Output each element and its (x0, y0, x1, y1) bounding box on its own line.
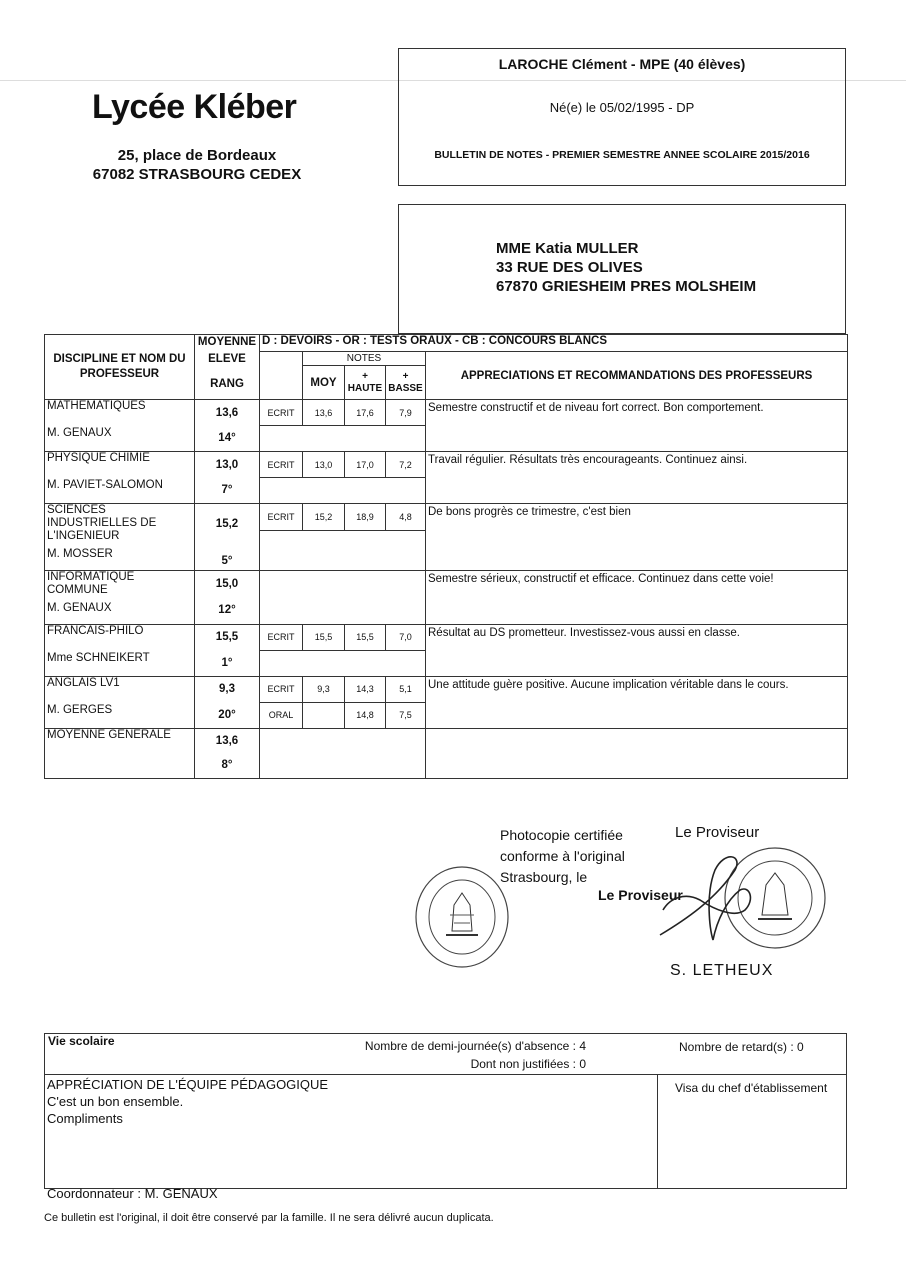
school-name: Lycée Kléber (92, 88, 297, 126)
signer-name: S. LETHEUX (670, 962, 774, 979)
subject-rank: 5° (195, 530, 260, 570)
absence-info (330, 1037, 586, 1073)
note-moy: 15,5 (303, 624, 345, 650)
subject-rank: 14° (195, 426, 260, 452)
note-moy: 13,0 (303, 452, 345, 478)
vie-scolaire-divider (44, 1074, 847, 1075)
cert-line2: conforme à l'original (500, 848, 625, 864)
school-stamp-icon (414, 865, 510, 969)
student-birth: Né(e) le 05/02/1995 - DP (549, 100, 695, 115)
subject-cell (45, 452, 195, 504)
vie-scolaire-label: Vie scolaire (48, 1034, 115, 1048)
bulletin-title: BULLETIN DE NOTES - PREMIER SEMESTRE ANNEE SCOLAIRE 2015/2016 (434, 149, 810, 161)
visa-divider (657, 1074, 658, 1189)
handwritten-signature-icon (655, 840, 775, 950)
subject-average: 15,0 (215, 578, 239, 590)
header-notes: NOTES (303, 352, 426, 366)
grades-table (44, 334, 848, 779)
general-average-rank (195, 728, 260, 778)
team-appreciation-line1: C'est un bon ensemble. (47, 1094, 184, 1109)
note-type: ECRIT (260, 452, 303, 478)
coordinator: Coordonnateur : M. GENAUX (47, 1186, 218, 1201)
header-eleve-rang (195, 352, 260, 400)
header-haute-plus: + (362, 370, 368, 382)
note-haute: 17,0 (345, 452, 386, 478)
subject-name: INFORMATIQUE COMMUNE (47, 570, 135, 596)
subject-rank: 7° (195, 478, 260, 504)
subject-cell (45, 624, 195, 676)
note-basse: 7,2 (386, 452, 426, 478)
school-address (72, 146, 322, 184)
note-empty (260, 478, 426, 504)
subject-cell (45, 400, 195, 452)
subject-appreciation: Résultat au DS prometteur. Investissez-vous aussi en classe. (426, 624, 848, 676)
cert-line1: Photocopie certifiée (500, 827, 623, 843)
header-discipline: DISCIPLINE ET NOM DU PROFESSEUR (45, 335, 195, 400)
header-legend: D : DEVOIRS - OR : TESTS ORAUX - CB : CONCOURS BLANCS (260, 335, 848, 352)
subject-name: MATHEMATIQUES (47, 400, 146, 412)
general-empty (260, 728, 426, 778)
student-name-class: LAROCHE Clément - MPE (40 élèves) (498, 56, 746, 72)
note-basse: 4,8 (386, 504, 426, 531)
school-address-line2: 67082 STRASBOURG CEDEX (92, 166, 302, 183)
note-basse: 5,1 (386, 676, 426, 702)
subject-rank: 1° (195, 650, 260, 676)
absence-count: Nombre de demi-journée(s) d'absence : 4 (364, 1039, 586, 1053)
proviseur-stamp-label: Le Proviseur (598, 887, 683, 903)
header-moyenne (195, 335, 260, 352)
header-haute-label: HAUTE (347, 382, 383, 394)
note-moy: 13,6 (303, 400, 345, 426)
subject-teacher: M. GERGES (47, 703, 113, 716)
note-haute: 14,3 (345, 676, 386, 702)
subject-teacher: M. PAVIET-SALOMON (47, 479, 163, 491)
general-rank: 8° (221, 759, 233, 771)
note-basse: 7,0 (386, 624, 426, 650)
general-average: 13,6 (215, 735, 239, 747)
header-appreciations: APPRECIATIONS ET RECOMMANDATIONS DES PROFESSEURS (426, 352, 848, 400)
subject-appreciation: Semestre constructif et de niveau fort correct. Bon comportement. (426, 400, 848, 452)
header-haute (345, 366, 386, 400)
recipient-line3: 67870 GRIESHEIM PRES MOLSHEIM (496, 278, 757, 295)
note-type: ECRIT (260, 504, 303, 531)
note-moy: 9,3 (303, 676, 345, 702)
proviseur-title: Le Proviseur (675, 824, 760, 841)
note-empty (260, 426, 426, 452)
cert-line3: Strasbourg, le (500, 869, 588, 885)
certification-text (500, 825, 625, 888)
subject-name: ANGLAIS LV1 (47, 676, 120, 689)
note-empty (260, 650, 426, 676)
subject-cell (45, 570, 195, 624)
subject-teacher: Mme SCHNEIKERT (47, 651, 150, 664)
note-type: ECRIT (260, 676, 303, 702)
subject-cell (45, 676, 195, 728)
header-basse-label: BASSE (388, 382, 423, 394)
general-average-label: MOYENNE GENERALE (45, 728, 195, 778)
retard-count: Nombre de retard(s) : 0 (679, 1040, 804, 1054)
note-type: ECRIT (260, 400, 303, 426)
recipient-address (496, 239, 756, 296)
subject-cell (45, 504, 195, 571)
note-basse: 7,9 (386, 400, 426, 426)
note-haute: 15,5 (345, 624, 386, 650)
subject-rank: 12° (218, 604, 236, 616)
note-haute: 17,6 (345, 400, 386, 426)
recipient-line1: MME Katia MULLER (496, 240, 639, 257)
absence-unjustified: Dont non justifiées : 0 (470, 1057, 586, 1071)
note-empty (260, 570, 426, 624)
subject-average: 9,3 (195, 676, 260, 702)
subject-name: SCIENCES INDUSTRIELLES DE L'INGENIEUR (47, 504, 157, 542)
subject-appreciation: De bons progrès ce trimestre, c'est bien (426, 504, 848, 571)
subject-teacher: M. MOSSER (47, 548, 113, 560)
header-moyenne-label: MOYENNE (197, 336, 257, 348)
team-appreciation (47, 1076, 328, 1127)
team-appreciation-line2: Compliments (47, 1111, 123, 1126)
subject-teacher: M. GENAUX (47, 427, 112, 439)
note-type: ECRIT (260, 624, 303, 650)
note-type: ORAL (260, 702, 303, 728)
visa-label: Visa du chef d'établissement (675, 1081, 828, 1095)
note-haute: 14,8 (345, 702, 386, 728)
note-haute: 18,9 (345, 504, 386, 531)
recipient-line2: 33 RUE DES OLIVES (496, 259, 643, 276)
header-rang: RANG (210, 377, 244, 390)
general-appreciation-empty (426, 728, 848, 778)
team-appreciation-title: APPRÉCIATION DE L'ÉQUIPE PÉDAGOGIQUE (47, 1077, 329, 1092)
subject-average: 15,2 (195, 504, 260, 531)
subject-average: 13,0 (195, 452, 260, 478)
note-empty (260, 530, 426, 570)
note-moy (303, 702, 345, 728)
subject-appreciation: Travail régulier. Résultats très encourageants. Continuez ainsi. (426, 452, 848, 504)
subject-appreciation: Semestre sérieux, constructif et efficace. Continuez dans cette voie! (426, 570, 848, 624)
subject-name: PHYSIQUE CHIMIE (47, 452, 150, 464)
note-basse: 7,5 (386, 702, 426, 728)
subject-average-rank (195, 570, 260, 624)
header-basse (386, 366, 426, 400)
header-moy: MOY (303, 366, 345, 400)
header-basse-plus: + (402, 370, 409, 382)
header-eleve: ELEVE (208, 352, 246, 365)
school-address-line1: 25, place de Bordeaux (117, 147, 277, 164)
subject-appreciation: Une attitude guère positive. Aucune implication véritable dans le cours. (426, 676, 848, 728)
subject-name: FRANCAIS-PHILO (47, 624, 144, 637)
footer-note: Ce bulletin est l'original, il doit être conservé par la famille. Il ne sera délivré aucun duplicata. (44, 1212, 494, 1224)
subject-average: 13,6 (195, 400, 260, 426)
header-type-blank (260, 352, 303, 400)
note-moy: 15,2 (303, 504, 345, 531)
subject-teacher: M. GENAUX (47, 601, 112, 614)
subject-rank: 20° (195, 702, 260, 728)
subject-average: 15,5 (195, 624, 260, 650)
